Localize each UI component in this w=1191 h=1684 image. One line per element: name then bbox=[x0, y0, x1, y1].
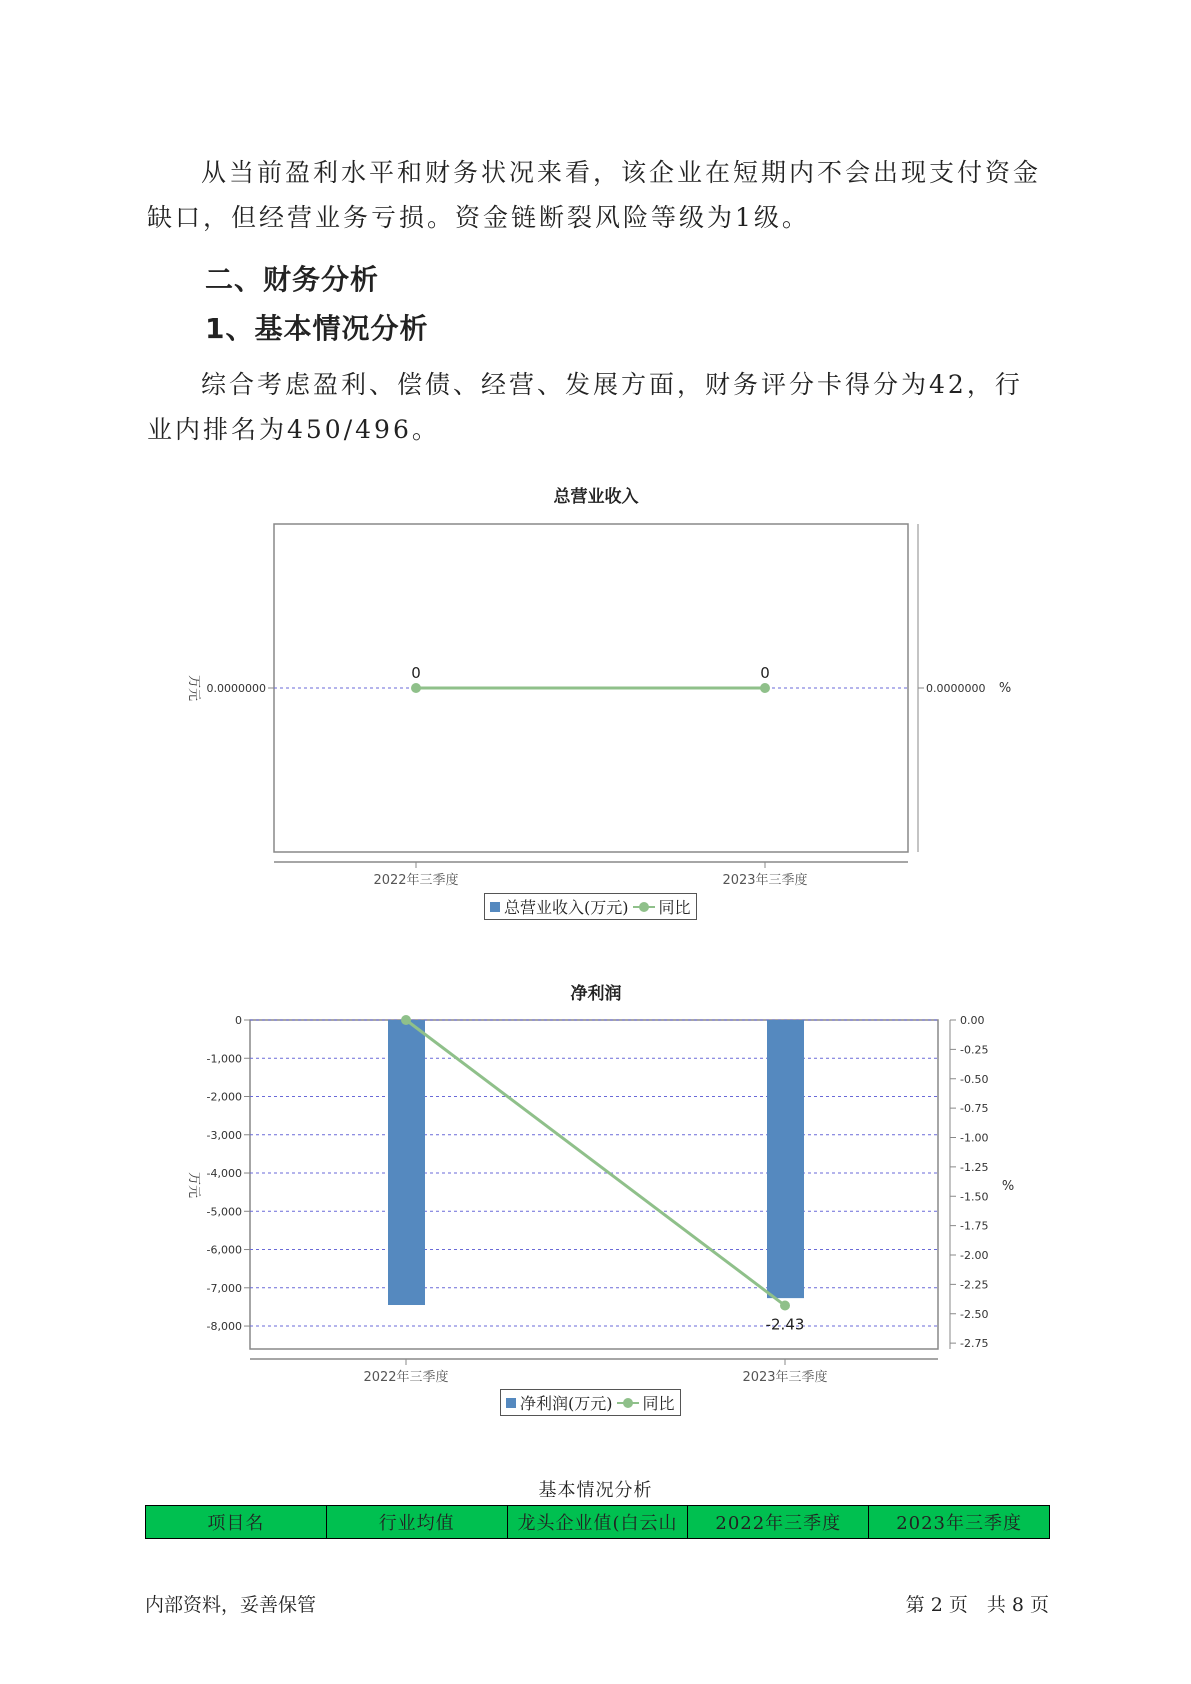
y-tick-label: -1,000 bbox=[206, 1052, 242, 1066]
chart2-legend bbox=[500, 1389, 681, 1416]
y-right-tick-label: -2.00 bbox=[960, 1249, 989, 1262]
paragraph-score-summary bbox=[147, 362, 1047, 452]
x-tick-label: 2023年三季度 bbox=[722, 873, 808, 888]
section-heading: 二、财务分析 bbox=[205, 263, 380, 296]
y-tick-label: -6,000 bbox=[206, 1243, 242, 1257]
y-right-tick-label: -2.25 bbox=[960, 1278, 989, 1292]
y-tick-label: -4,000 bbox=[206, 1167, 242, 1181]
yoy-point bbox=[780, 1301, 790, 1311]
y-right-tick-label: 0.00 bbox=[960, 1014, 985, 1027]
x-tick-label: 2022年三季度 bbox=[373, 873, 459, 888]
y-tick-label: -7,000 bbox=[206, 1281, 242, 1295]
table-header-cell: 龙头企业值(白云山 bbox=[507, 1506, 688, 1539]
chart2-legend-bar: 净利润(万元) bbox=[520, 1394, 613, 1413]
x-tick-label: 2023年三季度 bbox=[742, 1370, 828, 1385]
paragraph-score-text: 综合考虑盈利、偿债、经营、发展方面，财务评分卡得分为42，行业内排名为450/496。 bbox=[147, 370, 1023, 444]
yoy-point bbox=[760, 683, 770, 693]
chart1-legend bbox=[484, 893, 697, 920]
y-tick-label: 0.0000000 bbox=[206, 682, 266, 695]
y-right-tick-label: -2.75 bbox=[960, 1337, 989, 1351]
bar-swatch-icon bbox=[506, 1398, 516, 1408]
yoy-point bbox=[411, 683, 421, 693]
bar bbox=[767, 1020, 804, 1298]
subsection-heading: 1、基本情况分析 bbox=[205, 312, 429, 345]
y-right-tick-label: -0.50 bbox=[960, 1072, 989, 1086]
y-right-axis-label: % bbox=[998, 681, 1012, 696]
y-right-tick-label: -1.00 bbox=[960, 1131, 989, 1145]
chart1-title: 总营业收入 bbox=[553, 487, 639, 507]
data-label: 0 bbox=[760, 664, 770, 682]
table-header-cell: 2023年三季度 bbox=[869, 1506, 1050, 1539]
y-right-tick-label: -0.25 bbox=[960, 1043, 989, 1057]
paragraph-risk-summary bbox=[147, 150, 1047, 240]
data-label: -2.43 bbox=[765, 1315, 805, 1334]
footer-confidential: 内部资料，妥善保管 bbox=[145, 1594, 317, 1616]
plot-frame bbox=[250, 1020, 938, 1349]
yoy-line bbox=[406, 1020, 785, 1306]
y-right-tick-label: -1.25 bbox=[960, 1160, 989, 1174]
data-label: 0 bbox=[411, 664, 421, 682]
table-header-row bbox=[146, 1506, 1050, 1539]
line-swatch-icon bbox=[617, 1397, 639, 1409]
table-header-cell: 项目名 bbox=[146, 1506, 327, 1539]
table-header-cell: 行业均值 bbox=[326, 1506, 507, 1539]
bar-swatch-icon bbox=[490, 902, 500, 912]
y-axis-label: 万元 bbox=[186, 1171, 201, 1199]
y-right-axis-label: % bbox=[1001, 1179, 1015, 1194]
y-right-tick-label: -0.75 bbox=[960, 1102, 989, 1116]
bar bbox=[388, 1020, 425, 1305]
y-tick-label: -8,000 bbox=[206, 1320, 242, 1334]
chart1-legend-bar: 总营业收入(万元) bbox=[504, 898, 629, 917]
table-caption: 基本情况分析 bbox=[538, 1480, 653, 1501]
y-right-tick-label: -1.50 bbox=[960, 1190, 989, 1204]
line-swatch-icon bbox=[633, 901, 655, 913]
y-tick-label: -3,000 bbox=[206, 1128, 242, 1142]
chart2-title: 净利润 bbox=[570, 984, 622, 1004]
y-right-tick-label: -1.75 bbox=[960, 1219, 989, 1233]
chart2-legend-line: 同比 bbox=[642, 1394, 675, 1413]
y-axis-label: 万元 bbox=[186, 674, 201, 702]
net-profit-chart bbox=[0, 1000, 1191, 1420]
chart1-legend-line: 同比 bbox=[658, 898, 691, 917]
basic-analysis-table bbox=[145, 1505, 1050, 1539]
paragraph-risk-text: 从当前盈利水平和财务状况来看，该企业在短期内不会出现支付资金缺口，但经营业务亏损。资金链断裂风险等级为1级。 bbox=[147, 158, 1042, 232]
y-tick-label: -2,000 bbox=[206, 1090, 242, 1104]
table-header-cell: 2022年三季度 bbox=[688, 1506, 869, 1539]
yoy-point bbox=[401, 1015, 411, 1025]
y-tick-label: 0 bbox=[235, 1014, 242, 1027]
y-tick-label: -5,000 bbox=[206, 1205, 242, 1219]
y-right-tick-label: -2.50 bbox=[960, 1307, 989, 1321]
revenue-chart bbox=[0, 490, 1191, 940]
y-right-tick-label: 0.0000000 bbox=[926, 682, 986, 695]
x-tick-label: 2022年三季度 bbox=[363, 1370, 449, 1385]
footer-page-number: 第 2 页 共 8 页 bbox=[905, 1594, 1049, 1616]
